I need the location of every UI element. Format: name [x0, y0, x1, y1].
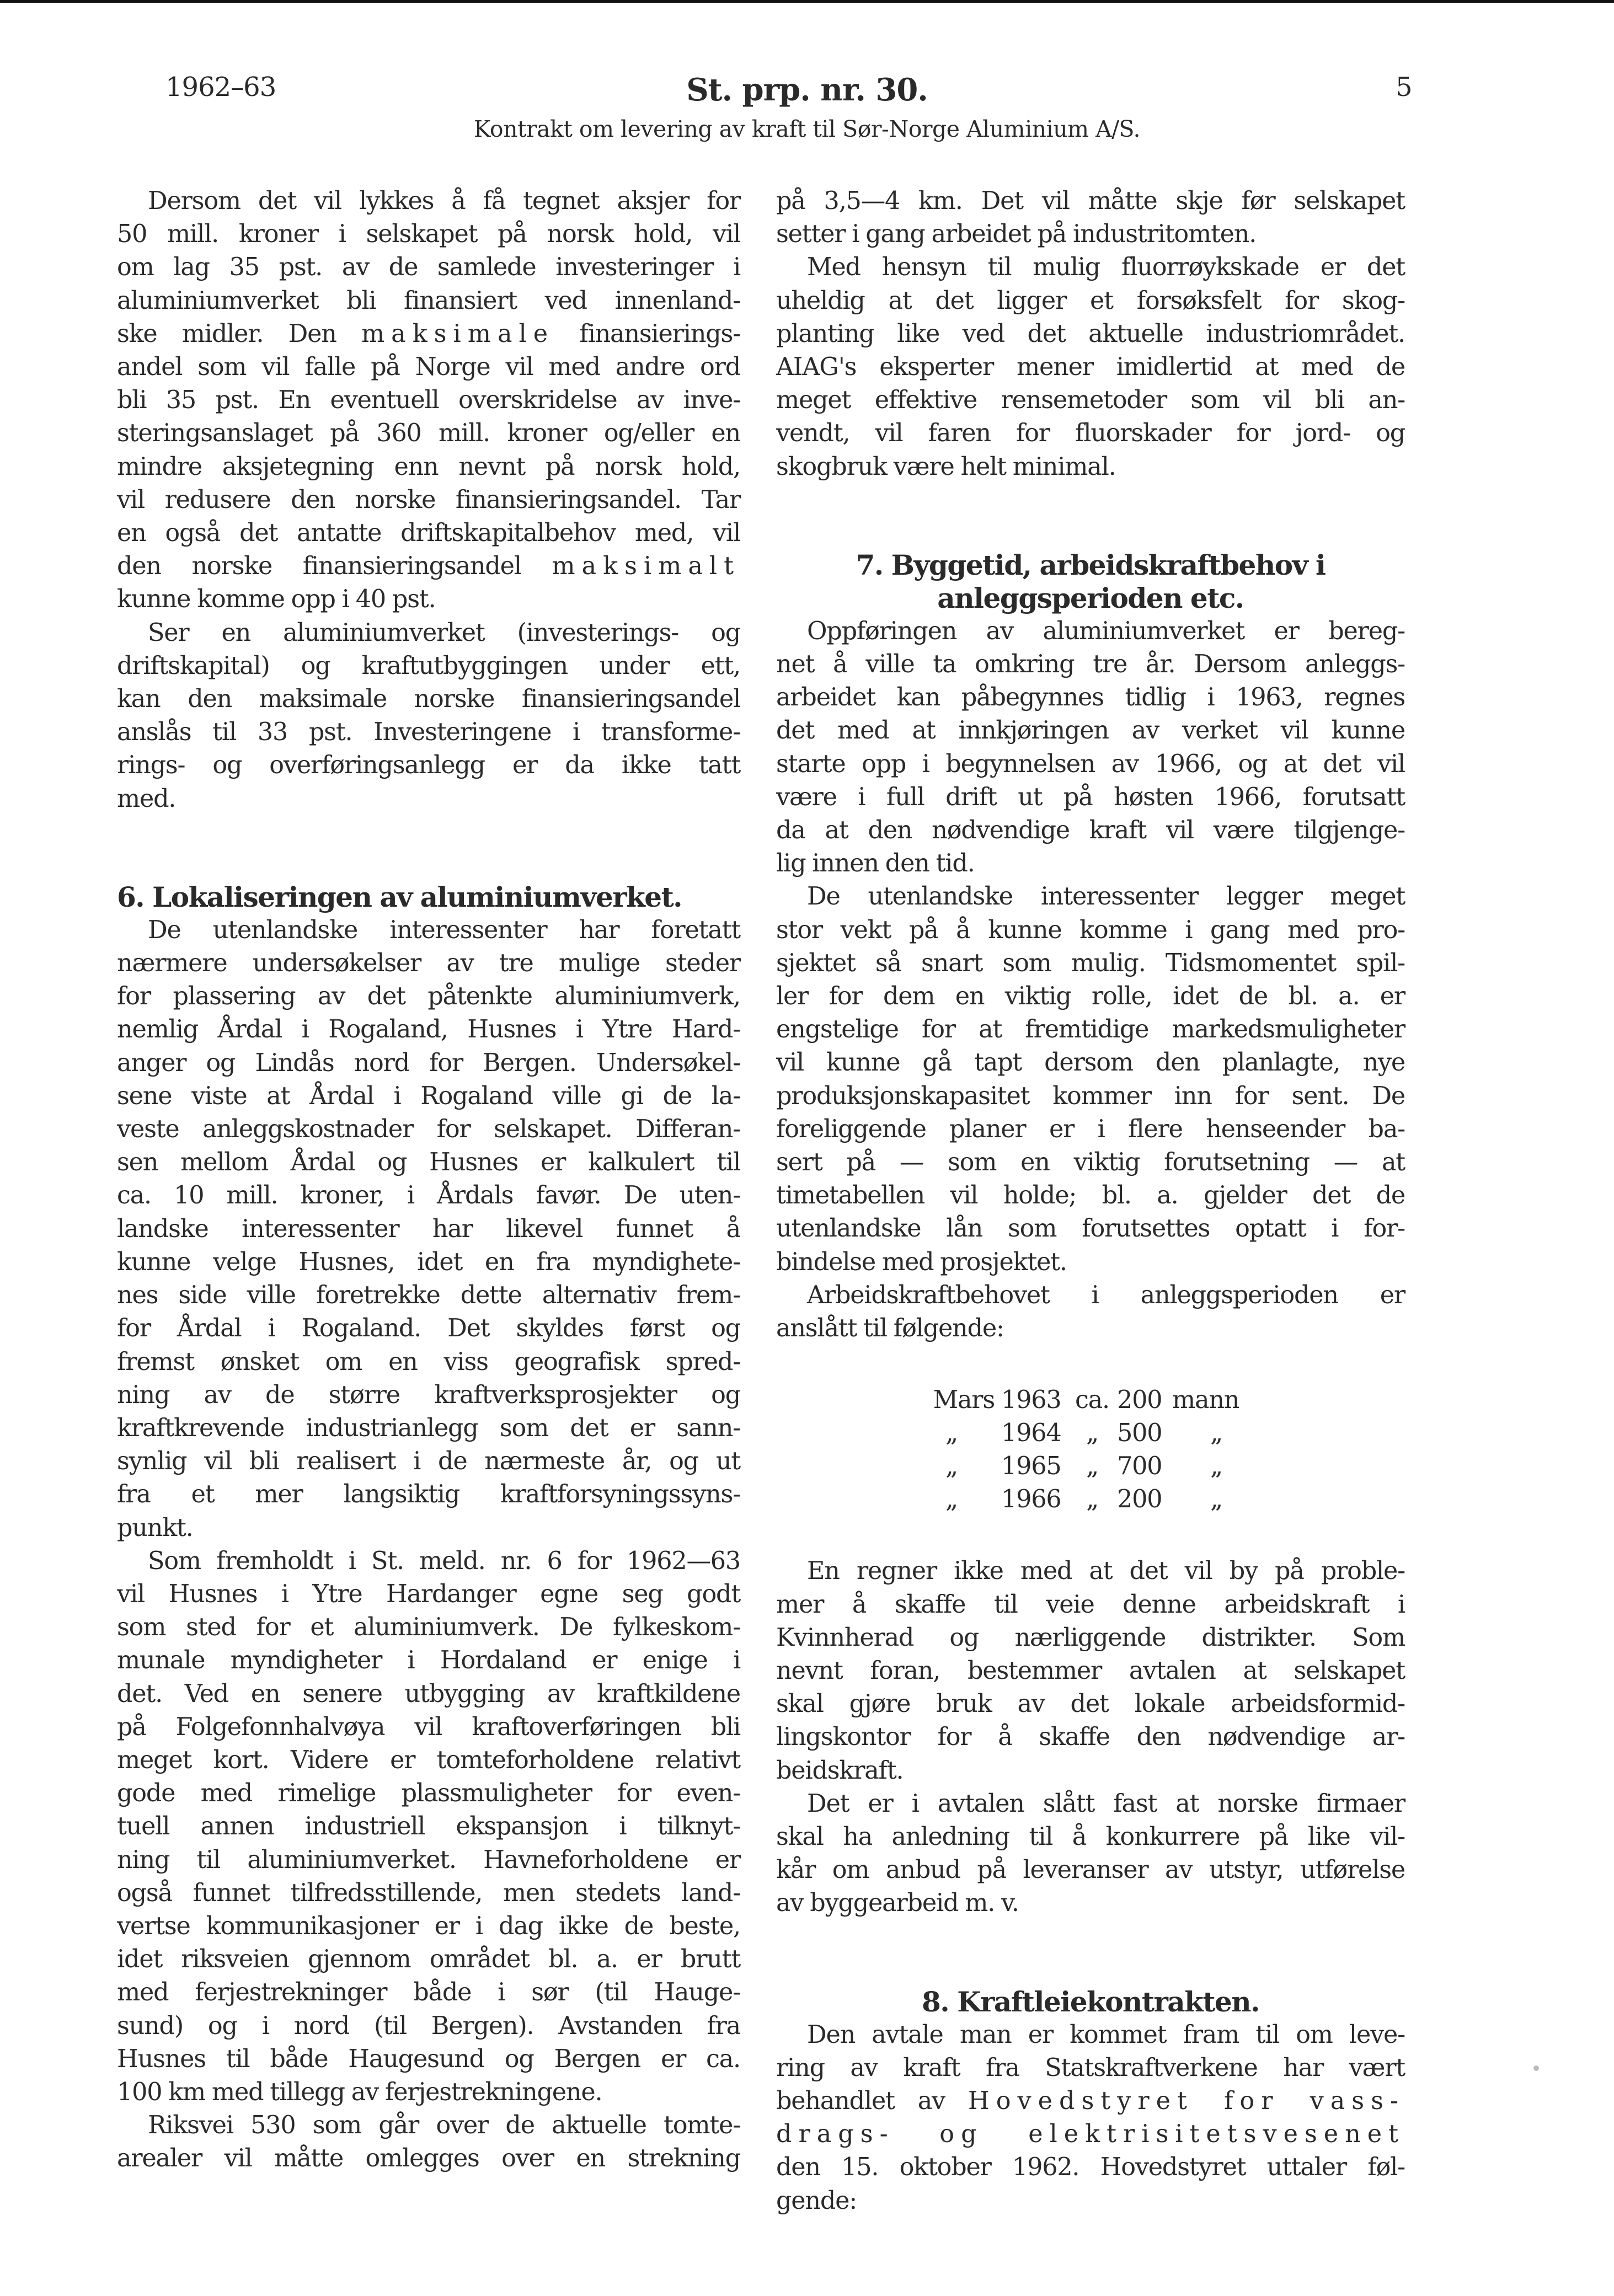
- emphasis-spaced: maksimale: [361, 319, 555, 348]
- paragraph-power-contract: Den avtale man er kommet fram til om leve- ring av kraft fra Statskraftverkene har vært behandlet av Hovedstyret for vass- drags- og elektrisitetsvesenet den 15. oktober 1962. Hovedstyret uttaler føl- gende:: [776, 2020, 1405, 2215]
- right-column: [776, 185, 1405, 2218]
- paragraph-site-selection: De utenlandske interessenter har foretatt nærmere undersøkelser av tre mulige steder for plassering av det påtenkte aluminiumverk, nemlig Årdal i Rogaland, Husnes i Ytre Hard- anger og Lindås nord for Bergen. Undersøkel- sene viste at Årdal i Rogaland ville gi de la- veste anleggskostnader for selskapet. Differan- sen mellom Årdal og Husnes er kalkulert til ca. 10 mill. kroner, i Årdals favør. De uten- landske interessenter har likevel funnet å kunne velge Husnes, idet en fra myndighete- nes side ville foretrekke dette alternativ frem- for Årdal i Rogaland. Det skyldes først og fremst ønsket om en viss geografisk spred- ning av de større kraftverksprosjekter og kraftkrevende industrianlegg som det er sann- synlig vil bli realisert i de nærmeste år, og ut fra et mer langsiktig kraftforsyningssyns- punkt.: [117, 916, 740, 1542]
- emphasis-spaced: maksimalt: [552, 552, 740, 581]
- section-heading-8: 8. Kraftleiekontrakten.: [921, 1985, 1259, 2018]
- scan-top-border: [0, 0, 1614, 3]
- paragraph-financing: Dersom det vil lykkes å få tegnet aksjer for 50 mill. kroner i selskapet på norsk hold, vil om lag 35 pst. av de samlede investeringer i aluminiumverket bli finansiert ved innenland- ske midler. Den maksimale finansierings- andel som vil falle på Norge vil med andre ord bli 35 pst. En eventuell overskridelse av inve- steringsanslaget på 360 mill. kroner og/eller en mindre aksjetegning enn nevnt på norsk hold, vil redusere den norske finansieringsandel. Tar en også det antatte driftskapitalbehov med, vil den norske finansieringsandel maksimalt kunne komme opp i 40 pst.: [117, 187, 740, 614]
- paragraph-husnes: Som fremholdt i St. meld. nr. 6 for 1962—63 vil Husnes i Ytre Hardanger egne seg godt som sted for et aluminiumverk. De fylkeskom- munale myndigheter i Hordaland er enige i det. Ved en senere utbygging av kraftkildene på Folgefonnhalvøya vil kraftoverføringen bli meget kort. Videre er tomteforholdene relativt gode med rimelige plassmuligheter for even- tuell annen industriell ekspansjon i tilknyt- ning til aluminiumverket. Havneforholdene er også funnet tilfredsstillende, men stedets land- vertse kommunikasjoner er i dag ikke de beste, idet riksveien gjennom området bl. a. er brutt med ferjestrekninger både i sør (til Hauge- sund) og i nord (til Bergen). Avstanden fra Husnes til både Haugesund og Bergen er ca. 100 km med tillegg av ferjestrekningene.: [117, 1546, 740, 2106]
- paragraph-road-relocation: på 3,5—4 km. Det vil måtte skje før selskapet setter i gang arbeidet på industritomten.: [776, 187, 1405, 249]
- section-heading-7: 7. Byggetid, arbeidskraftbehov i anleggsperioden etc.: [856, 548, 1326, 614]
- document-id: St. prp. nr. 30.: [686, 72, 928, 108]
- document-subtitle: Kontrakt om levering av kraft til Sør-Norge Aluminium A/S.: [473, 116, 1141, 142]
- paragraph-labour-need: Arbeidskraftbehovet i anleggsperioden er anslått til følgende:: [776, 1281, 1405, 1343]
- table-row: Mars 1963 ca. 200 mann: [933, 1386, 1239, 1415]
- table-row: „ 1964 „ 500 „: [945, 1419, 1222, 1448]
- paragraph-timetable: De utenlandske interessenter legger meget stor vekt på å kunne komme i gang med pro- sjektet så snart som mulig. Tidsmomentet spil- ler for dem en viktig rolle, idet de bl. a. er engstelige for at fremtidige markedsmuligheter vil kunne gå tapt dersom den planlagte, nye produksjonskapasitet kommer inn for sent. De foreliggende planer er i flere henseender ba- sert på — som en viktig forutsetning — at timetabellen vil holde; bl. a. gjelder det de utenlandske lån som forutsettes optatt i for- bindelse med prosjektet.: [776, 882, 1405, 1276]
- staffing-table: [776, 1384, 1405, 1516]
- emphasis-spaced: Hovedstyret for vass-: [968, 2086, 1405, 2115]
- scan-speck: [1533, 2065, 1539, 2071]
- table-row: „ 1965 „ 700 „: [945, 1452, 1222, 1481]
- table-row: „ 1966 „ 200 „: [945, 1485, 1222, 1514]
- session-label: 1962–63: [165, 72, 276, 103]
- emphasis-spaced: drags- og elektrisitetsvesenet: [776, 2120, 1405, 2149]
- paragraph-fluoride: Med hensyn til mulig fluorrøykskade er det uheldig at det ligger et forsøksfelt for skog- planting like ved det aktuelle industriområdet. AIAG's eksperter mener imidlertid at med de meget effektive rensemetoder som vil bli an- vendt, vil faren for fluorskader for jord- og skogbruk være helt minimal.: [776, 253, 1405, 481]
- paragraph-norwegian-firms: Det er i avtalen slått fast at norske firmaer skal ha anledning til å konkurrere på like vil- kår om anbud på leveranser av utstyr, utførelse av byggearbeid m. v.: [776, 1789, 1405, 1918]
- paragraph-local-labour: En regner ikke med at det vil by på proble- mer å skaffe til veie denne arbeidskraft i Kvinnherad og nærliggende distrikter. Som nevnt foran, bestemmer avtalen at selskapet skal gjøre bruk av det lokale arbeidsformid- lingskontor for å skaffe den nødvendige ar- beidskraft.: [776, 1557, 1405, 1785]
- paragraph-construction-time: Oppføringen av aluminiumverket er bereg- net å ville ta omkring tre år. Dersom anleggs- arbeidet kan påbegynnes tidlig i 1963, regnes det med at innkjøringen av verket vil kunne starte opp i begynnelsen av 1966, og at det vil være i full drift ut på høsten 1966, forutsatt da at den nødvendige kraft vil være tilgjenge- lig innen den tid.: [776, 617, 1405, 878]
- paragraph-combined-financing: Ser en aluminiumverket (investerings- og driftskapital) og kraftutbyggingen under ett, kan den maksimale norske finansieringsandel anslås til 33 pst. Investeringene i transforme- rings- og overføringsanlegg er da ikke tatt med.: [117, 618, 740, 813]
- section-heading-6: 6. Lokaliseringen av aluminiumverket.: [117, 880, 682, 913]
- left-column: [117, 185, 740, 2176]
- paragraph-riksvei: Riksvei 530 som går over de aktuelle tomte- arealer vil måtte omlegges over en strekning: [117, 2111, 740, 2173]
- page-number: 5: [1396, 72, 1413, 103]
